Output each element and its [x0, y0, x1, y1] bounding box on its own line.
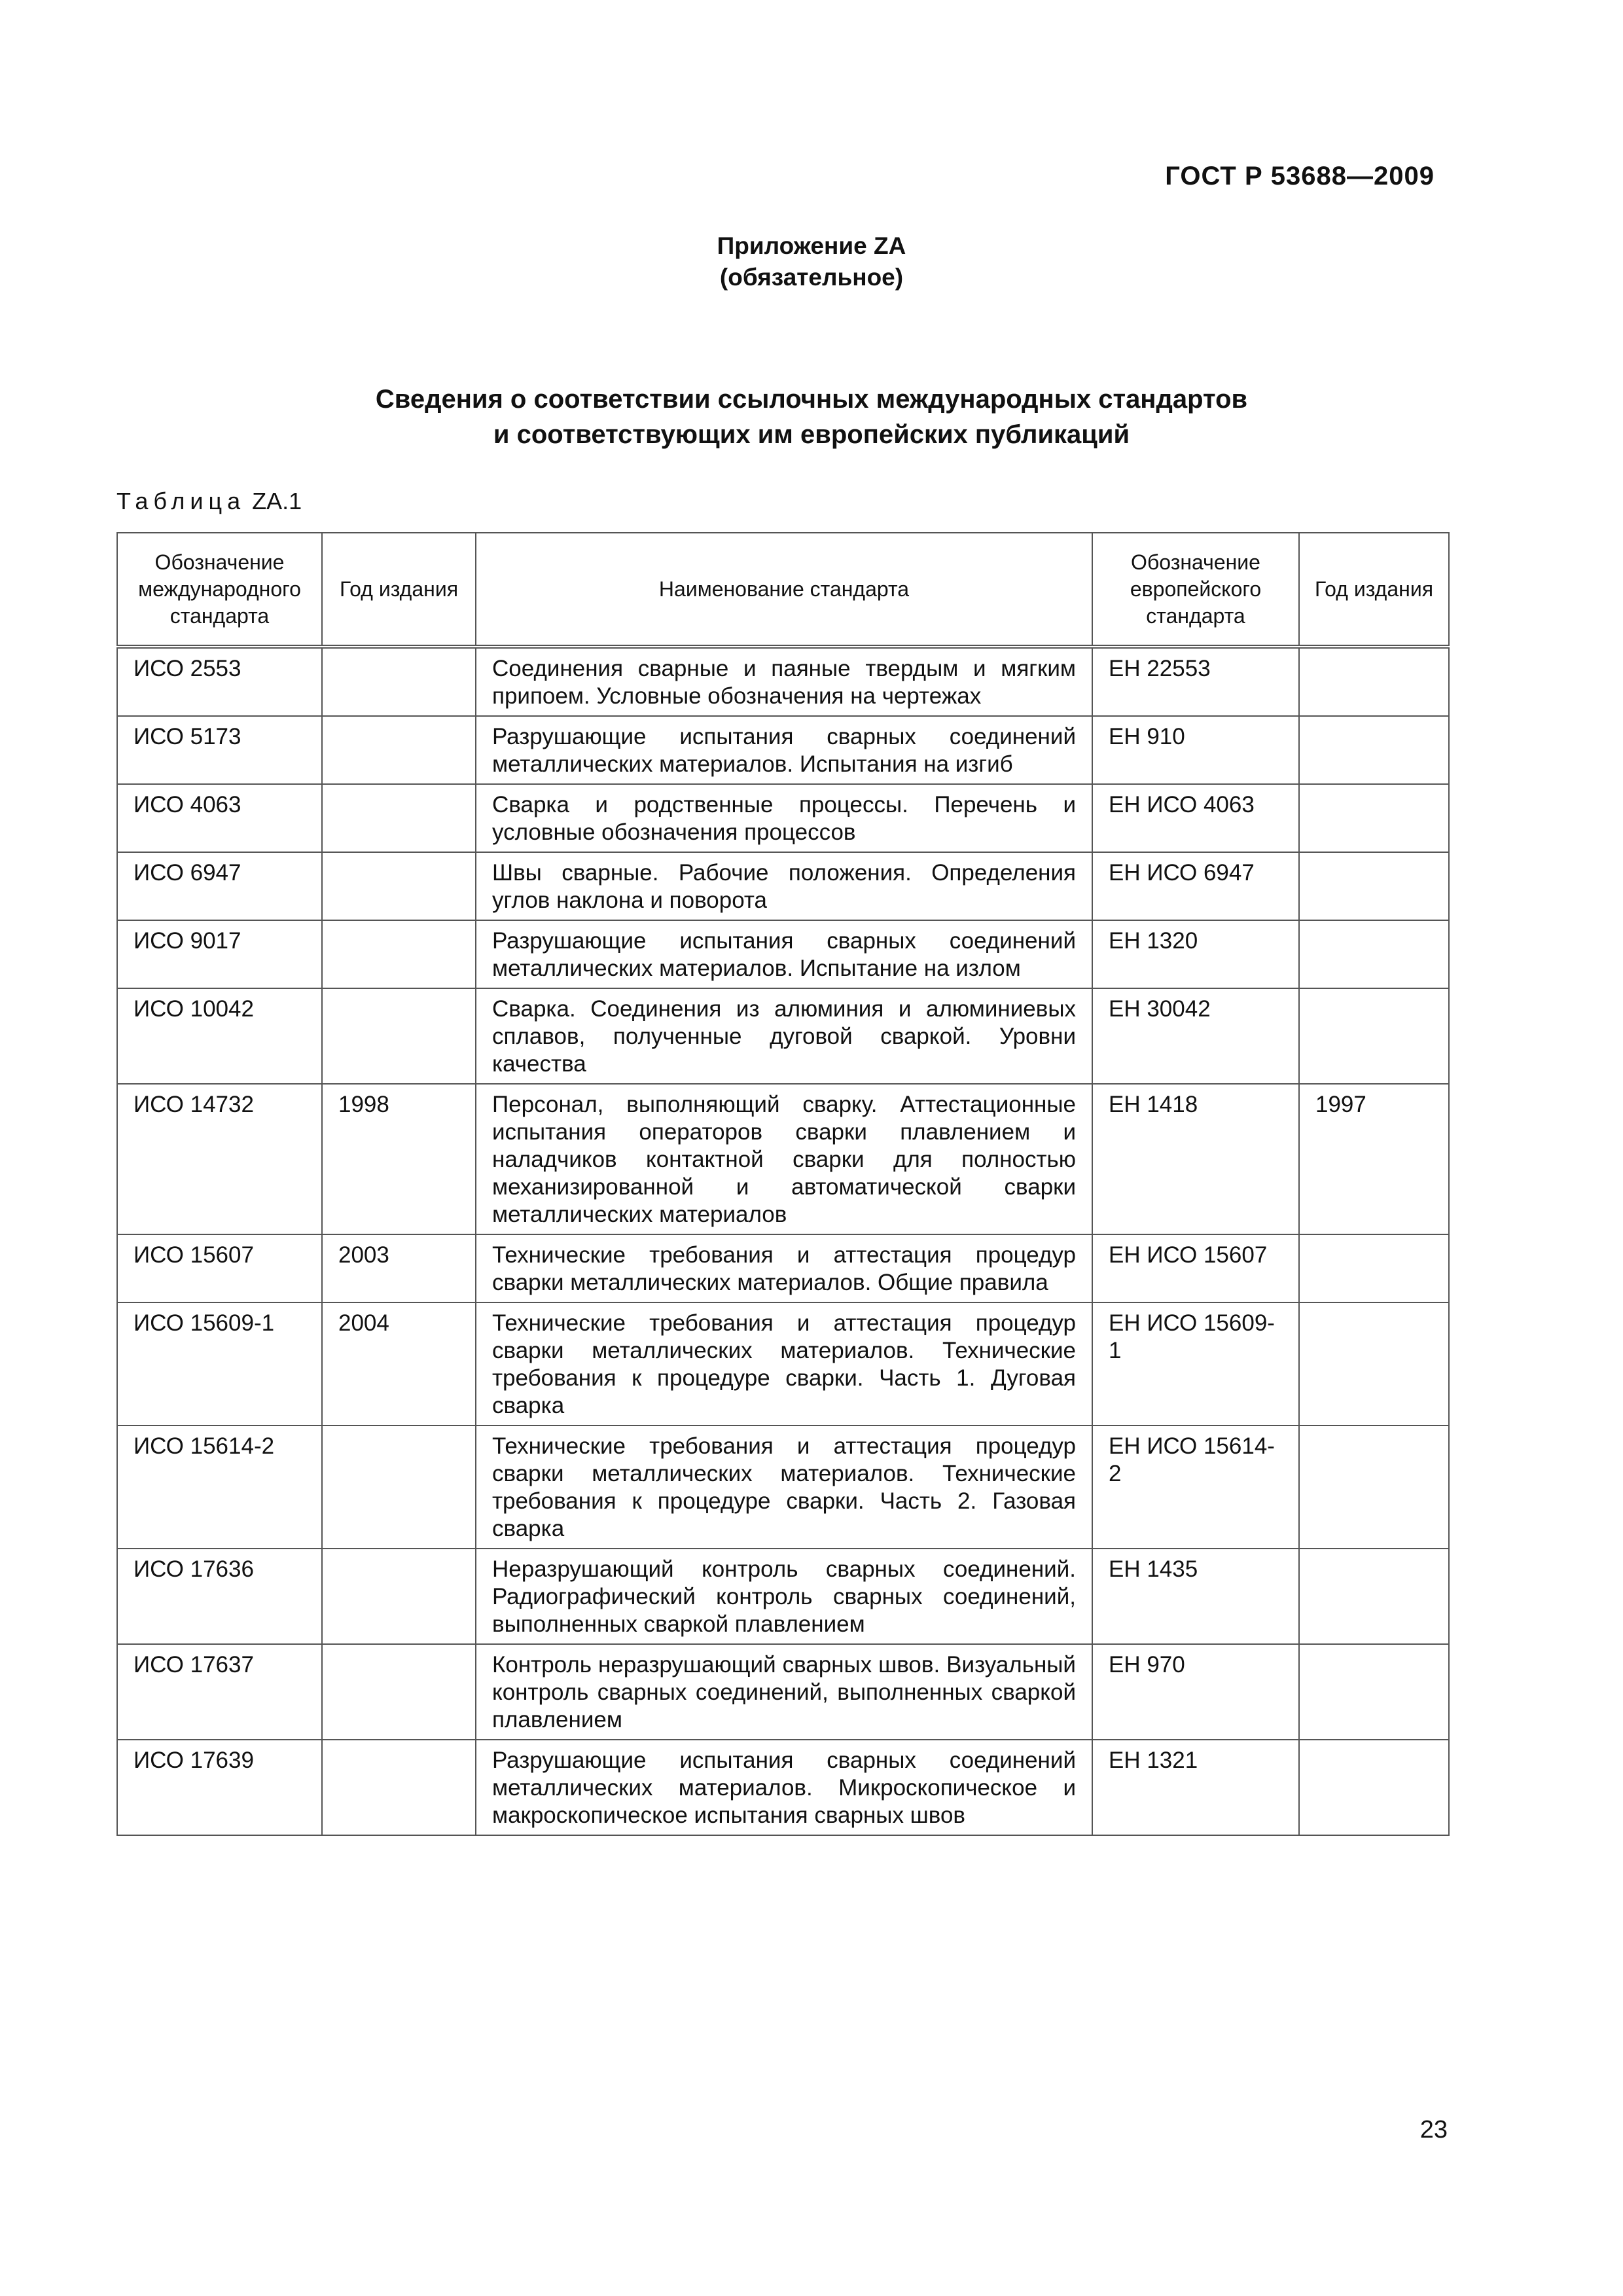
appendix-heading [0, 230, 1623, 293]
cell-iso-year [322, 920, 476, 988]
cell-iso-year [322, 1644, 476, 1740]
cell-en-designation: ЕН ИСО 6947 [1092, 852, 1299, 920]
cell-en-year [1299, 1549, 1449, 1644]
cell-en-year [1299, 647, 1449, 716]
cell-en-year [1299, 920, 1449, 988]
cell-standard-name: Разрушающие испытания сварных соединений металлических материалов. Испытания на изгиб [476, 716, 1092, 784]
cell-en-year [1299, 852, 1449, 920]
column-header-standard-name: Наименование стандарта [476, 533, 1092, 647]
cell-iso-year: 2003 [322, 1234, 476, 1302]
cell-iso-designation: ИСО 17636 [117, 1549, 322, 1644]
cell-en-designation: ЕН 910 [1092, 716, 1299, 784]
table-row [117, 852, 1449, 920]
cell-iso-designation: ИСО 14732 [117, 1084, 322, 1234]
column-header-iso-designation: Обозначение международного стандарта [117, 533, 322, 647]
cell-en-designation: ЕН 1320 [1092, 920, 1299, 988]
table-row [117, 1234, 1449, 1302]
cell-en-year [1299, 1426, 1449, 1549]
appendix-status: (обязательное) [719, 264, 904, 291]
section-title-line-1: Сведения о соответствии ссылочных международных стандартов [375, 385, 1248, 414]
document-code: ГОСТ Р 53688—2009 [1165, 162, 1435, 190]
cell-iso-year [322, 1426, 476, 1549]
table-caption-label: Таблица [116, 488, 246, 514]
cell-iso-designation: ИСО 17639 [117, 1740, 322, 1835]
table-row [117, 1740, 1449, 1835]
cell-standard-name: Швы сварные. Рабочие положения. Определения углов наклона и поворота [476, 852, 1092, 920]
cell-iso-designation: ИСО 2553 [117, 647, 322, 716]
table-row [117, 1426, 1449, 1549]
cell-iso-year [322, 1549, 476, 1644]
cell-iso-year: 1998 [322, 1084, 476, 1234]
section-title [0, 382, 1623, 452]
cell-standard-name: Персонал, выполняющий сварку. Аттестационные испытания операторов сварки плавлением и наладчиков контактной сварки для полностью механизированной и автоматической сварки металлических материалов [476, 1084, 1092, 1234]
cell-en-designation: ЕН ИСО 4063 [1092, 784, 1299, 852]
page-number: 23 [1419, 2116, 1448, 2144]
cell-en-designation: ЕН 1418 [1092, 1084, 1299, 1234]
cell-en-designation: ЕН 1435 [1092, 1549, 1299, 1644]
table-row [117, 716, 1449, 784]
cell-en-year [1299, 1644, 1449, 1740]
table-row [117, 920, 1449, 988]
cell-en-designation: ЕН 30042 [1092, 988, 1299, 1084]
cell-iso-designation: ИСО 15614-2 [117, 1426, 322, 1549]
table-row [117, 647, 1449, 716]
cell-standard-name: Сварка. Соединения из алюминия и алюминиевых сплавов, полученные дуговой сваркой. Уровни качества [476, 988, 1092, 1084]
cell-iso-designation: ИСО 17637 [117, 1644, 322, 1740]
column-header-en-year: Год издания [1299, 533, 1449, 647]
cell-iso-designation: ИСО 6947 [117, 852, 322, 920]
cell-standard-name: Разрушающие испытания сварных соединений металлических материалов. Испытание на излом [476, 920, 1092, 988]
column-header-en-designation: Обозначение европейского стандарта [1092, 533, 1299, 647]
cell-standard-name: Технические требования и аттестация процедур сварки металлических материалов. Общие правила [476, 1234, 1092, 1302]
cell-en-designation: ЕН 22553 [1092, 647, 1299, 716]
cell-iso-year [322, 716, 476, 784]
cell-standard-name: Соединения сварные и паяные твердым и мягким припоем. Условные обозначения на чертежах [476, 647, 1092, 716]
table-row [117, 1644, 1449, 1740]
cell-iso-designation: ИСО 15609-1 [117, 1302, 322, 1426]
cell-iso-designation: ИСО 10042 [117, 988, 322, 1084]
cell-en-year: 1997 [1299, 1084, 1449, 1234]
cell-standard-name: Контроль неразрушающий сварных швов. Визуальный контроль сварных соединений, выполненных сваркой плавлением [476, 1644, 1092, 1740]
cell-iso-year: 2004 [322, 1302, 476, 1426]
cell-en-designation: ЕН ИСО 15607 [1092, 1234, 1299, 1302]
cell-standard-name: Сварка и родственные процессы. Перечень и условные обозначения процессов [476, 784, 1092, 852]
cell-en-year [1299, 988, 1449, 1084]
cell-en-designation: ЕН ИСО 15609-1 [1092, 1302, 1299, 1426]
appendix-title: Приложение ZA [717, 232, 906, 259]
cell-iso-designation: ИСО 9017 [117, 920, 322, 988]
table-caption [116, 488, 302, 515]
table-caption-number: ZA.1 [252, 488, 302, 514]
cell-iso-year [322, 988, 476, 1084]
cell-en-year [1299, 1234, 1449, 1302]
cell-en-year [1299, 716, 1449, 784]
cell-standard-name: Неразрушающий контроль сварных соединений. Радиографический контроль сварных соединений, выполненных сваркой плавлением [476, 1549, 1092, 1644]
cell-standard-name: Технические требования и аттестация процедур сварки металлических материалов. Технические требования к процедуре сварки. Часть 1. Дуговая сварка [476, 1302, 1092, 1426]
standards-correspondence-table [116, 532, 1450, 1836]
cell-en-designation: ЕН 970 [1092, 1644, 1299, 1740]
table-row [117, 784, 1449, 852]
table-row [117, 1549, 1449, 1644]
cell-en-year [1299, 1740, 1449, 1835]
table-header-row [117, 533, 1449, 647]
section-title-line-2: и соответствующих им европейских публикаций [493, 420, 1130, 449]
column-header-iso-year: Год издания [322, 533, 476, 647]
table-row [117, 1302, 1449, 1426]
cell-en-year [1299, 1302, 1449, 1426]
table-row [117, 1084, 1449, 1234]
cell-standard-name: Разрушающие испытания сварных соединений металлических материалов. Микроскопическое и макроскопическое испытания сварных швов [476, 1740, 1092, 1835]
cell-iso-year [322, 852, 476, 920]
cell-iso-year [322, 647, 476, 716]
cell-en-year [1299, 784, 1449, 852]
cell-en-designation: ЕН ИСО 15614-2 [1092, 1426, 1299, 1549]
cell-iso-year [322, 784, 476, 852]
table-body [117, 647, 1449, 1835]
cell-iso-year [322, 1740, 476, 1835]
table-row [117, 988, 1449, 1084]
cell-iso-designation: ИСО 15607 [117, 1234, 322, 1302]
cell-iso-designation: ИСО 5173 [117, 716, 322, 784]
cell-iso-designation: ИСО 4063 [117, 784, 322, 852]
cell-en-designation: ЕН 1321 [1092, 1740, 1299, 1835]
cell-standard-name: Технические требования и аттестация процедур сварки металлических материалов. Технические требования к процедуре сварки. Часть 2. Газовая сварка [476, 1426, 1092, 1549]
